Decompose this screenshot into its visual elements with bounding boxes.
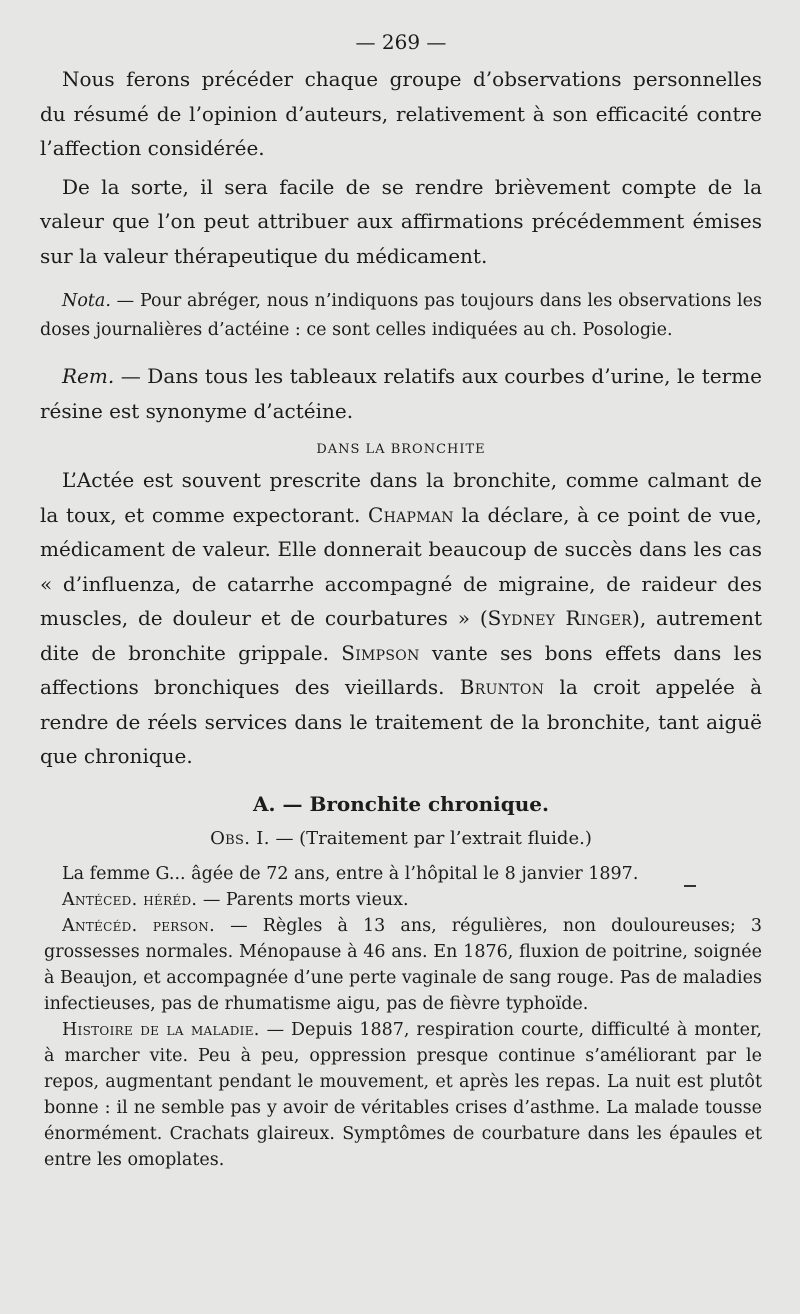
nota-text: — Pour abréger, nous n’indiquons pas toujours dans les observations les doses journalières d’actéine : ce sont celles indiquées au ch. Posologie.	[40, 291, 762, 340]
observation-label: Obs. I.	[210, 827, 270, 849]
bronchite-paragraph	[40, 463, 762, 774]
page-number: — 269 —	[355, 30, 447, 54]
bronchite-text-3: ), autrement dite de bronchite grippale.	[40, 606, 762, 665]
hered-label: Antéced. héréd.	[62, 889, 198, 910]
paragraph-sorte: De la sorte, il sera facile de se rendre brièvement compte de la valeur que l’on peut attribuer aux affirmations précédemment émises sur la valeur thérapeutique du médicament.	[40, 174, 762, 268]
nota-label: Nota.	[62, 291, 111, 311]
margin-mark	[684, 885, 696, 887]
rem-paragraph	[40, 359, 762, 428]
author-simpson: Simpson	[341, 640, 420, 665]
bronchite-text-4: vante ses bons effets dans les affections bronchiques des vieillards.	[40, 640, 762, 699]
author-chapman: Chapman	[368, 502, 454, 527]
nota-paragraph	[40, 287, 762, 345]
observation-title-text: — (Traitement par l’extrait fluide.)	[269, 827, 592, 849]
bronchite-text-2: la déclare, à ce point de vue, médicament de valeur. Elle donnerait beaucoup de succès dans les cas « d’influenza, de catarrhe accompagné de migraine, de raideur des muscles, de douleur et de courbatures » (	[40, 502, 762, 630]
antecedents-hereditaires	[40, 887, 762, 913]
rem-label: Rem.	[62, 364, 115, 388]
bronchite-text-1: L’Actée est souvent prescrite dans la bronchite, comme calmant de la toux, et comme expectorant.	[40, 468, 762, 527]
rem-text: — Dans tous les tableaux relatifs aux courbes d’urine, le terme résine est synonyme d’actéine.	[40, 364, 762, 423]
section-title: DANS LA BRONCHITE	[316, 442, 486, 457]
histoire-maladie	[40, 1017, 762, 1173]
bronchite-text-5: la croit appelée à rendre de réels services dans le traitement de la bronchite, tant aiguë que chronique.	[40, 675, 762, 768]
paragraph-intro: Nous ferons précéder chaque groupe d’observations personnelles du résumé de l’opinion d’auteurs, relativement à son efficacité contre l’affection considérée.	[40, 67, 762, 160]
hered-text: — Parents morts vieux.	[197, 889, 409, 910]
hist-text: — Depuis 1887, respiration courte, difficulté à monter, à marcher vite. Peu à peu, oppression presque continue s’améliorant par le repos, augmentant pendant le mouvement, et après les repas. La nuit est plutôt bonne : il ne semble pas y avoir de véritables crises d’asthme. La malade tousse énormément. Crachats glaireux. Symptômes de courbature dans les épaules et entre les omoplates.	[44, 1019, 762, 1170]
author-sydney-ringer: Sydney Ringer	[487, 606, 633, 630]
person-text: — Règles à 13 ans, régulières, non douloureuses; 3 grossesses normales. Ménopause à 46 ans. En 1876, fluxion de poitrine, soignée à Beaujon, et accompagnée d’une perte vaginale de sang rouge. Pas de maladies infectieuses, pas de rhumatisme aigu, pas de fièvre typhoïde.	[44, 915, 762, 1014]
antecedents-personnels	[40, 913, 762, 1017]
observation-intro: La femme G... âgée de 72 ans, entre à l’hôpital le 8 janvier 1897.	[62, 863, 639, 884]
subsection-heading: A. — Bronchite chronique.	[253, 791, 549, 816]
hist-label: Histoire de la maladie.	[62, 1019, 260, 1040]
observation-title	[40, 828, 762, 849]
person-label: Antécéd. person.	[62, 915, 215, 936]
author-brunton: Brunton	[459, 675, 545, 699]
